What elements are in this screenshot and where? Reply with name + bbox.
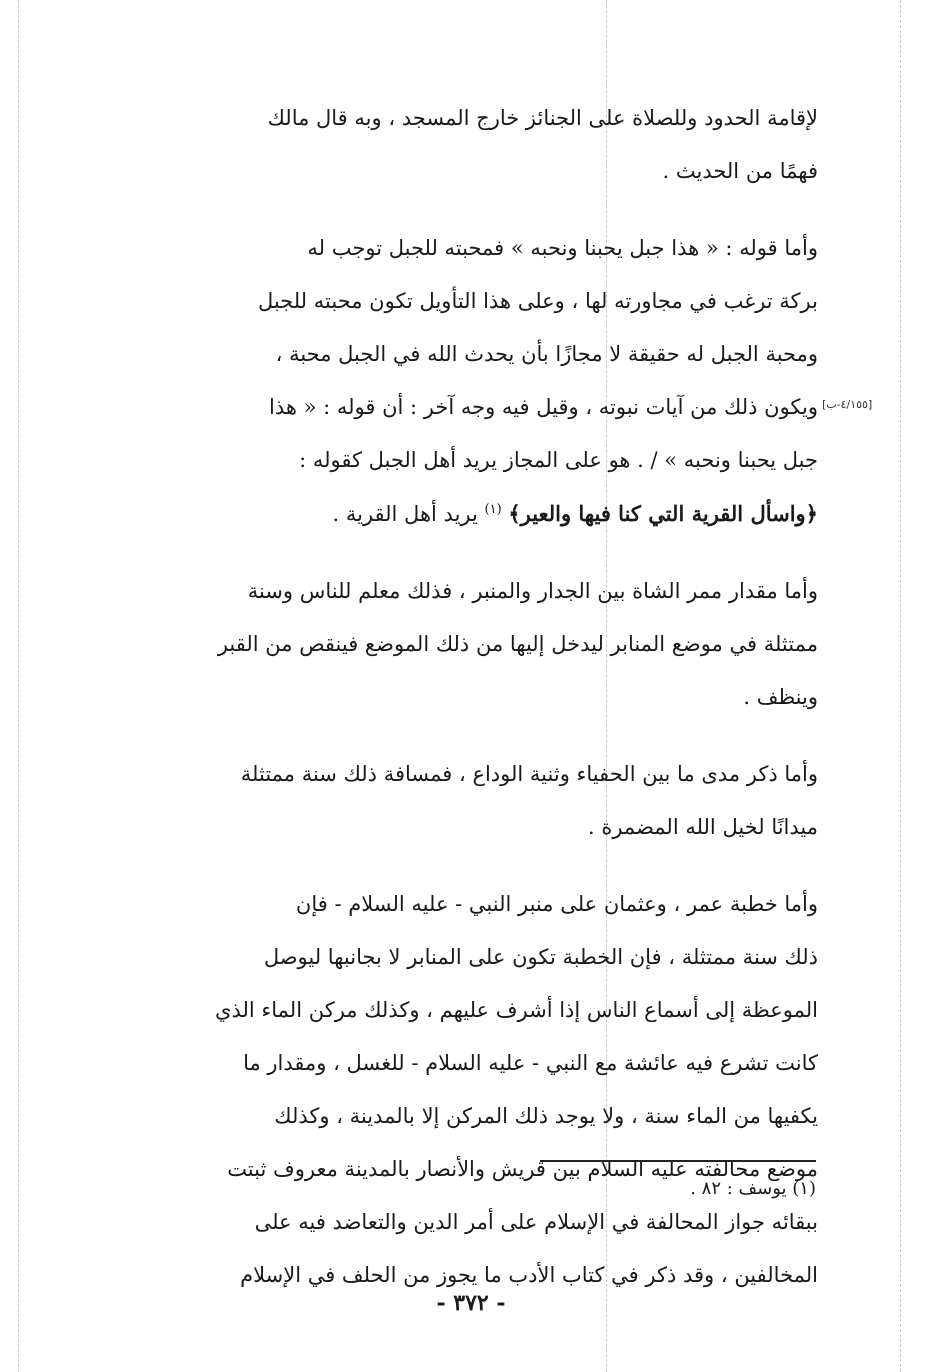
text-line: المخالفين ، وقد ذكر في كتاب الأدب ما يجوز من الحلف في الإسلام [240,1263,818,1287]
text-line: ميدانًا لخيل الله المضمرة . [587,815,818,839]
quote-continuation: يريد أهل القرية . [332,502,478,526]
quran-quote-line [138,487,818,541]
text-line: كانت تشرع فيه عائشة مع النبي - عليه السلام - للغسل ، ومقدار ما [243,1051,818,1075]
footnote-reference[interactable]: (١) [484,502,502,517]
text-line: موضع محالفته عليه السلام بين قريش والأنصار بالمدينة معروف ثبتت [227,1157,818,1181]
text-line: وأما خطبة عمر ، وعثمان على منبر النبي - عليه السلام - فإن [295,892,818,916]
text-line: ببقائه جواز المحالفة في الإسلام على أمر الدين والتعاضد فيه على [254,1210,818,1234]
text-line: وأما مقدار ممر الشاة بين الجدار والمنبر ، فذلك معلم للناس وسنة [247,579,818,603]
text-line: وأما ذكر مدى ما بين الحفياء وثنية الوداع ، فمسافة ذلك سنة ممتثلة [240,762,818,786]
text-line: ممتثلة في موضع المنابر ليدخل إليها من ذلك الموضع فينقص من القبر [217,632,818,656]
text-line: ويكون ذلك من آيات نبوته ، وقيل فيه وجه آخر : أن قوله : « هذا [269,395,818,419]
paragraph-4 [138,748,818,854]
text-line: وينظف . [743,685,818,709]
paragraph-1 [138,92,818,198]
page-body [138,92,818,1326]
page-number: - ٣٧٢ - [436,1290,506,1316]
paragraph-5 [138,878,818,1302]
text-line: فهمًا من الحديث . [662,159,818,183]
text-line: وأما قوله : « هذا جبل يحبنا ونحبه » فمحبته للجبل توجب له [307,236,818,260]
scan-fold-line-left [18,0,19,1372]
quran-verse: ﴿واسأل القرية التي كنا فيها والعير﴾ [508,501,818,526]
text-line: الموعظة إلى أسماع الناس إذا أشرف عليهم ، وكذلك مركن الماء الذي [215,998,818,1022]
manuscript-folio-note: [٤/١٥٥-ب] [822,398,873,411]
scan-fold-line-right [900,0,901,1372]
paragraph-2 [138,222,818,541]
text-line: جبل يحبنا ونحبه » / . هو على المجاز يريد أهل الجبل كقوله : [299,448,818,472]
text-line: يكفيها من الماء سنة ، ولا يوجد ذلك المركن إلا بالمدينة ، وكذلك [274,1104,818,1128]
text-line: ومحبة الجبل له حقيقة لا مجازًا بأن يحدث الله في الجبل محبة ، [275,342,818,366]
text-line: بركة ترغب في مجاورته لها ، وعلى هذا التأويل تكون محبته للجبل [257,289,818,313]
footnote: (١) يوسف : ٨٢ . [690,1178,816,1199]
text-line: ذلك سنة ممتثلة ، فإن الخطبة تكون على المنابر لا بجانبها ليوصل [263,945,818,969]
text-line: لإقامة الحدود وللصلاة على الجنائز خارج المسجد ، وبه قال مالك [267,106,818,130]
footnote-divider [540,1160,816,1162]
paragraph-3 [138,565,818,724]
